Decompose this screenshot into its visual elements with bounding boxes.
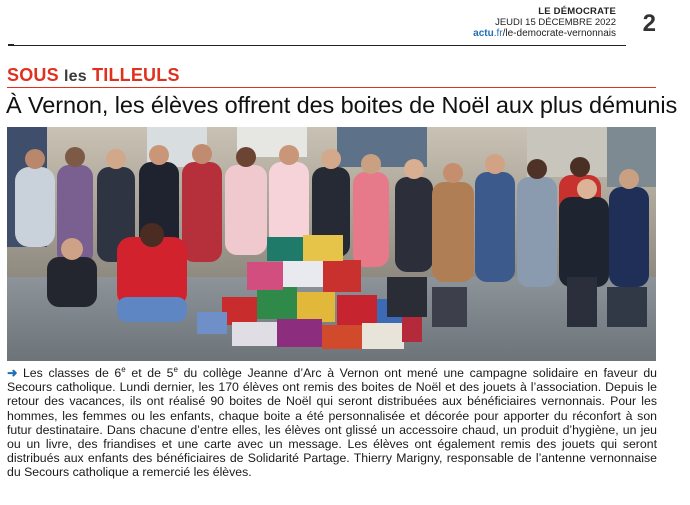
group-photo-image <box>7 127 656 361</box>
url-prefix: actu <box>473 28 494 39</box>
article-text-3: du collège Jeanne d’Arc à Vernon ont mené une campagne solidaire en faveur du Secours catholique. Lundi dernier, les 170 élèves ont remis des boites de Noël et des jouets à l’association. Depuis le retour des vacances, ils ont réalisé 90 boites de Noël qui seront distribuées aux bénéficiaires vernonnais. Pour les hommes, les femmes ou les enfants, chaque boite a été personnalisée et décorée pour apporter du réconfort à son futur destinataire. Dans chacune d’entre elles, les élèves ont glissé un accessoire chaud, un produit d’hygiène, un jeu ou un livre, des friandises et une carte avec un message. Les élèves ont également remis des jouets qui seront distribués aux enfants des bénéficiaires de Solidarité Partage. Thierry Marigny, responsable de l’antenne vernonnaise du Secours catholique a remercié les élèves. <box>7 366 657 480</box>
article-arrow-icon: ➜ <box>7 366 18 380</box>
article-sup-2: e <box>173 364 178 374</box>
publication-date: JEUDI 15 DÉCEMBRE 2022 <box>495 17 616 28</box>
url-tld: .fr <box>493 28 503 39</box>
article-body <box>7 366 657 480</box>
section-kicker <box>7 65 180 86</box>
article-text-1: Les classes de 6 <box>17 366 122 380</box>
publication-info <box>473 6 616 39</box>
page-number: 2 <box>642 10 656 37</box>
publication-name: LE DÉMOCRATE <box>538 6 616 17</box>
kicker-part3: TILLEULS <box>92 65 180 85</box>
kicker-part2: les <box>64 68 87 85</box>
article-sup-1: e <box>121 364 126 374</box>
masthead <box>8 6 656 46</box>
masthead-rule <box>8 45 626 46</box>
kicker-rule <box>7 87 656 88</box>
photo-illustration <box>7 127 656 361</box>
publication-url[interactable] <box>473 28 616 39</box>
kicker-part1: SOUS <box>7 65 59 85</box>
article-text-2: et de 5 <box>125 366 174 380</box>
url-path: /le-democrate-vernonnais <box>502 28 616 39</box>
article-headline: À Vernon, les élèves offrent des boites de Noël aux plus démunis <box>6 92 678 118</box>
